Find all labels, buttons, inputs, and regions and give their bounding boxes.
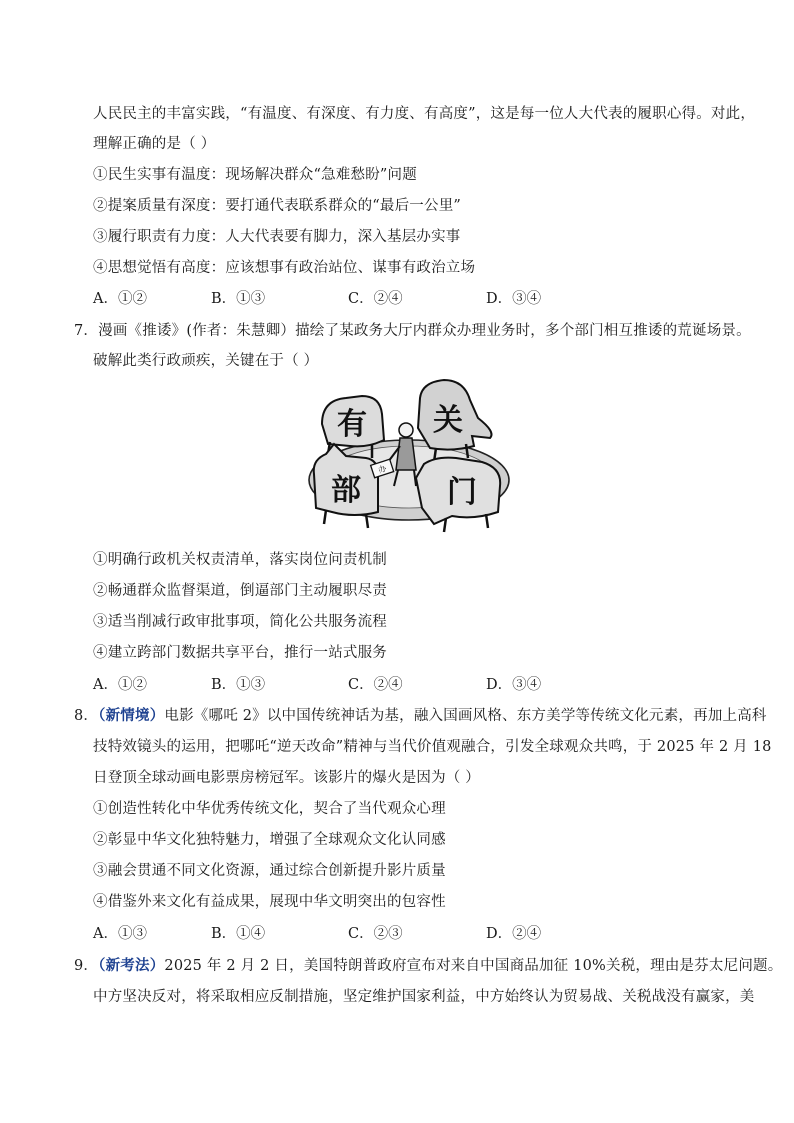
cartoon-char-men: 门 [447,475,477,510]
cartoon-paper-text: 办 [377,463,388,475]
q9-stem-text: 2025 年 2 月 2 日，美国特朗普政府宣布对来自中国商品加征 10%关税，理由是芬太尼问题。 [164,958,783,974]
q7-item-2: ②畅通群众监督渠道，倒逼部门主动履职尽责 [93,583,387,599]
q8-stem-line-3: 日登顶全球动画电影票房榜冠军。该影片的爆火是因为（ ） [93,770,481,786]
cartoon-char-bu: 部 [331,473,361,508]
q8-item-4: ④借鉴外来文化有益成果，展现中华文明突出的包容性 [93,894,446,910]
q6-options [93,289,713,309]
q8-stem-line-2: 技特效镜头的运用，把哪吒“逆天改命”精神与当代价值观融合，引发全球观众共鸣，于 2025 年 2 月 18 [93,739,772,755]
cartoon-image [306,378,512,540]
q6-item-1: ①民生实事有温度：现场解决群众“急难愁盼”问题 [93,167,417,183]
q7-item-1: ①明确行政机关权责清单，落实岗位问责机制 [93,552,387,568]
q6-option-b[interactable]: B．①③ [211,291,266,307]
q7-item-3: ③适当削减行政审批事项，简化公共服务流程 [93,614,387,630]
q7-option-a[interactable]: A．①② [93,677,147,693]
q8-stem-text: 电影《哪吒 2》以中国传统神话为基，融入国画风格、东方美学等传统文化元素，再加上高科 [164,708,767,724]
q7-options [93,675,713,695]
q8-item-2: ②彰显中华文化独特魅力，增强了全球观众文化认同感 [93,832,446,848]
q8-number: 8． [74,708,99,724]
q9-stem-line-1 [74,956,782,976]
q7-number: 7． [74,323,99,339]
q7-option-c[interactable]: C．②④ [348,677,403,693]
q6-item-4: ④思想觉悟有高度：应该想事有政治站位、谋事有政治立场 [93,260,476,276]
q6-stem-line-2: 理解正确的是（ ） [93,136,216,152]
q6-item-3: ③履行职责有力度：人大代表要有脚力，深入基层办实事 [93,229,461,245]
cartoon-drawing [306,378,512,540]
q9-number: 9． [74,958,99,974]
q6-stem-line-1: 人民民主的丰富实践，“有温度、有深度、有力度、有高度”，这是每一位人大代表的履职心得。对此， [93,106,756,122]
q7-stem-text: 漫画《推诿》(作者：朱慧卿）描绘了某政务大厅内群众办理业务时，多个部门相互推诿的荒诞场景。 [98,323,751,339]
q8-item-3: ③融会贯通不同文化资源，通过综合创新提升影片质量 [93,863,446,879]
q6-option-c[interactable]: C．②④ [348,291,403,307]
q8-option-a[interactable]: A．①③ [93,926,147,942]
q9-stem-line-2: 中方坚决反对，将采取相应反制措施，坚定维护国家利益，中方始终认为贸易战、关税战没有赢家，美 [93,989,755,1005]
q6-option-a[interactable]: A．①② [93,291,147,307]
q7-stem-line-2: 破解此类行政顽疾，关键在于（ ） [93,353,319,369]
q8-tag: （新情境） [98,707,165,724]
q7-option-b[interactable]: B．①③ [211,677,266,693]
q6-item-2: ②提案质量有深度：要打通代表联系群众的“最后一公里” [93,198,462,214]
q8-option-b[interactable]: B．①④ [211,926,266,942]
q8-item-1: ①创造性转化中华优秀传统文化，契合了当代观众心理 [93,801,446,817]
q7-option-d[interactable]: D．③④ [486,677,542,693]
q8-option-c[interactable]: C．②③ [348,926,403,942]
q8-option-d[interactable]: D．②④ [486,926,542,942]
q6-option-d[interactable]: D．③④ [486,291,542,307]
cartoon-char-you: 有 [337,407,367,442]
q7-item-4: ④建立跨部门数据共享平台，推行一站式服务 [93,645,387,661]
q8-options [93,924,713,944]
q8-stem-line-1 [74,706,767,726]
cartoon-char-guan: 关 [433,403,463,438]
q7-stem-line-1 [74,321,751,341]
q9-tag: （新考法） [98,957,165,974]
